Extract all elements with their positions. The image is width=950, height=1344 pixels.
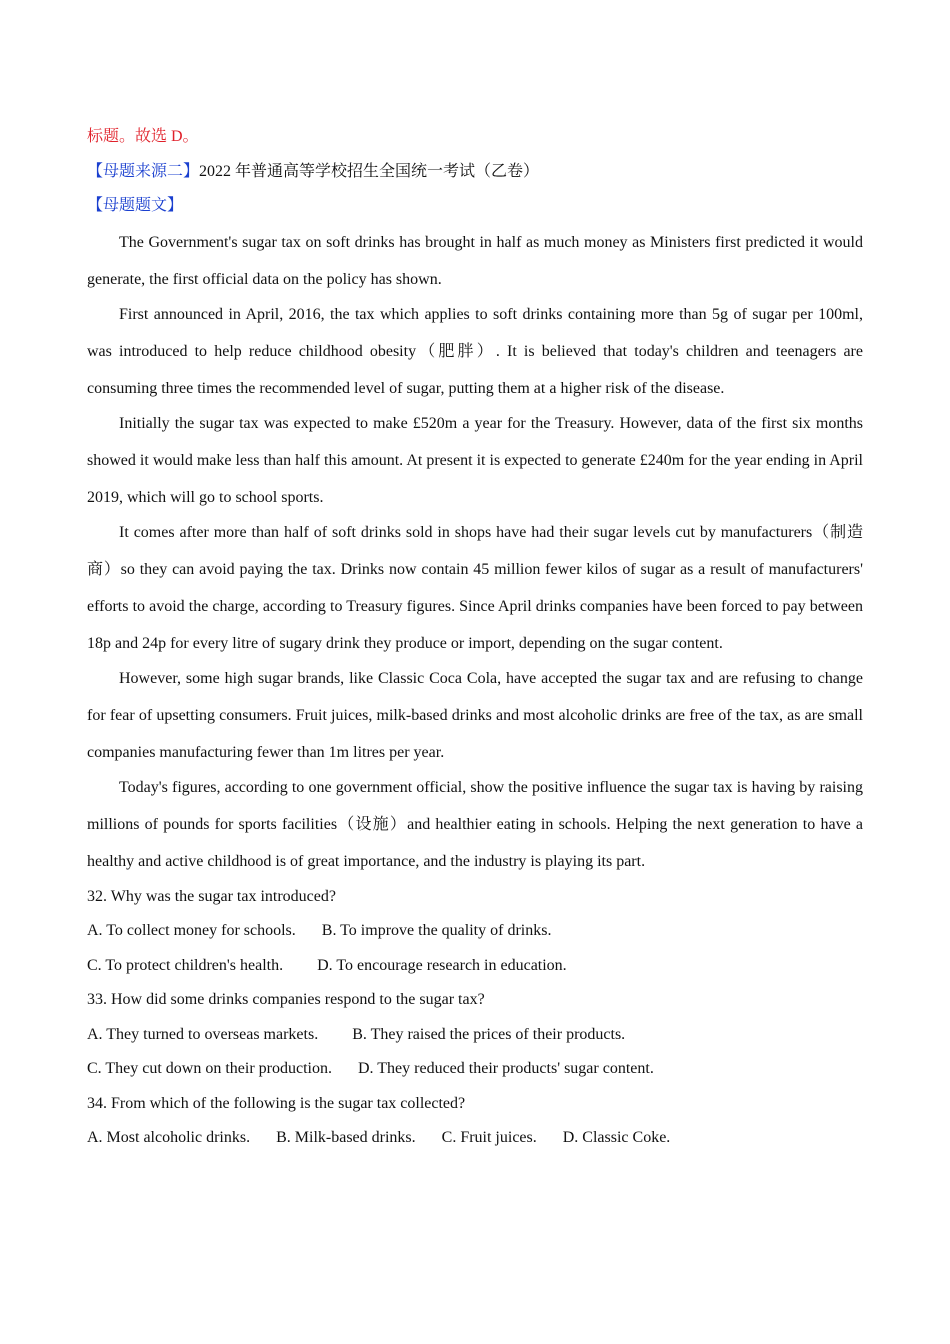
question-stem-33: 33. How did some drinks companies respond to the sugar tax?	[87, 991, 485, 1008]
question-34-options	[87, 1121, 863, 1156]
option-b: B. Milk-based drinks.	[276, 1129, 416, 1146]
option-c: C. To protect children's health.	[87, 956, 284, 974]
paragraph: Today's figures, according to one government official, show the positive influence the sugar tax is having by raising millions of pounds for sports facilities（设施）and healthier eating in schools. Helping the next generation to have a healthy and active childhood is of great importance, and the industry is playing its part.	[87, 778, 863, 870]
question-33-options-ab	[87, 1018, 863, 1053]
source-label: 【母题来源二】	[87, 162, 200, 180]
option-b: B. They raised the prices of their products.	[352, 1025, 626, 1043]
passage-label: 【母题题文】	[87, 197, 184, 214]
source-line	[87, 155, 863, 190]
option-c: C. Fruit juices.	[441, 1129, 537, 1146]
question-stem-32: 32. Why was the sugar tax introduced?	[87, 887, 336, 905]
question-32-options-ab	[87, 914, 863, 949]
question-32-options-cd	[87, 949, 863, 984]
paragraph: It comes after more than half of soft drinks sold in shops have had their sugar levels cut by manufacturers（制造商）so they can avoid paying the tax. Drinks now contain 45 million fewer kilos of sugar as a result of manufacturers' efforts to avoid the charge, according to Treasury figures. Since April drinks companies have been forced to pay between 18p and 24p for every litre of sugary drink they produce or import, depending on the sugar content.	[87, 523, 863, 652]
option-d: D. They reduced their products' sugar content.	[358, 1060, 654, 1077]
page-content	[87, 120, 863, 1156]
source-text: 2022 年普通高等学校招生全国统一考试（乙卷）	[199, 162, 540, 180]
option-b: B. To improve the quality of drinks.	[321, 922, 552, 939]
paragraph: First announced in April, 2016, the tax which applies to soft drinks containing more than 5g of sugar per 100ml, was introduced to help reduce childhood obesity（肥胖）. It is believed that today's children and teenagers are consuming three times the recommended level of sugar, putting them at a higher risk of the disease.	[87, 305, 863, 397]
option-c: C. They cut down on their production.	[87, 1060, 332, 1077]
option-d: D. To encourage research in education.	[317, 956, 567, 974]
paragraph: Initially the sugar tax was expected to make £520m a year for the Treasury. However, data of the first six months showed it would make less than half this amount. At present it is expected to generate £240m for the year ending in April 2019, which will go to school sports.	[87, 414, 863, 506]
option-a: A. Most alcoholic drinks.	[87, 1129, 251, 1146]
answer-conclusion: 标题。故选 D。	[87, 128, 199, 145]
option-a: A. To collect money for schools.	[87, 922, 296, 939]
question-stem-34: 34. From which of the following is the sugar tax collected?	[87, 1094, 466, 1112]
option-a: A. They turned to overseas markets.	[87, 1025, 319, 1043]
option-d: D. Classic Coke.	[562, 1129, 671, 1146]
question-33-options-cd	[87, 1052, 863, 1087]
paragraph: However, some high sugar brands, like Classic Coca Cola, have accepted the sugar tax and are refusing to change for fear of upsetting consumers. Fruit juices, milk-based drinks and most alcoholic drinks are free of the tax, as are small companies manufacturing fewer than 1m litres per year.	[87, 669, 863, 761]
paragraph: The Government's sugar tax on soft drinks has brought in half as much money as Ministers first predicted it would generate, the first official data on the policy has shown.	[87, 233, 863, 288]
